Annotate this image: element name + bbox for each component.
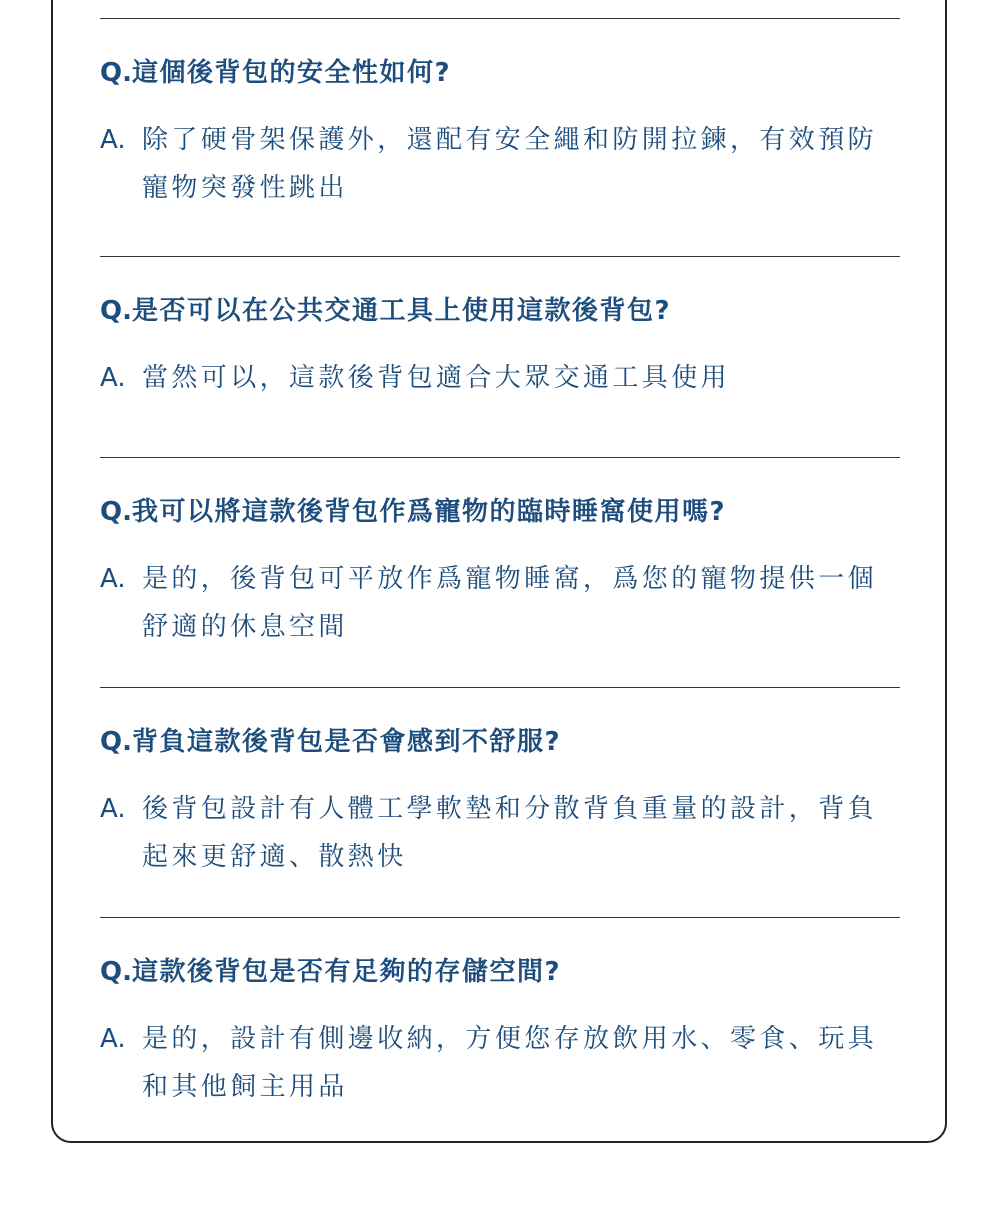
question-text: 這款後背包是否有足夠的存儲空間? [131,957,562,987]
answer-prefix: A. [100,794,126,824]
question-prefix: Q. [100,957,132,987]
faq-answer [100,116,900,212]
divider [100,18,900,19]
answer-text: 除了硬骨架保護外，還配有安全繩和防開拉鍊，有效預防寵物突發性跳出 [142,125,878,203]
question-prefix: Q. [100,58,132,88]
answer-prefix: A. [100,125,126,155]
question-text: 我可以將這款後背包作爲寵物的臨時睡窩使用嗎? [131,497,727,527]
answer-text: 是的，後背包可平放作爲寵物睡窩，爲您的寵物提供一個舒適的休息空間 [142,564,878,642]
question-prefix: Q. [100,497,132,527]
faq-answer [100,555,900,651]
faq-question [100,55,451,91]
faq-item [100,687,900,872]
divider [100,256,900,257]
faq-question [100,724,561,760]
divider [100,687,900,688]
question-prefix: Q. [100,727,132,757]
question-prefix: Q. [100,296,132,326]
answer-prefix: A. [100,1024,126,1054]
faq-question [100,494,726,530]
faq-answer [100,1015,900,1111]
faq-answer [100,354,900,402]
answer-text: 是的，設計有側邊收納，方便您存放飲用水、零食、玩具和其他飼主用品 [142,1024,878,1102]
answer-prefix: A. [100,564,126,594]
faq-item [100,256,900,393]
faq-answer [100,785,900,881]
divider [100,457,900,458]
divider [100,917,900,918]
question-text: 背負這款後背包是否會感到不舒服? [131,727,562,757]
faq-item [100,18,900,203]
faq-item [100,457,900,642]
question-text: 是否可以在公共交通工具上使用這款後背包? [131,296,672,326]
question-text: 這個後背包的安全性如何? [131,58,452,88]
faq-question [100,293,671,329]
answer-prefix: A. [100,363,126,393]
faq-item [100,917,900,1102]
faq-question [100,954,561,990]
answer-text: 當然可以，這款後背包適合大眾交通工具使用 [142,363,731,393]
answer-text: 後背包設計有人體工學軟墊和分散背負重量的設計，背負起來更舒適、散熱快 [142,794,878,872]
